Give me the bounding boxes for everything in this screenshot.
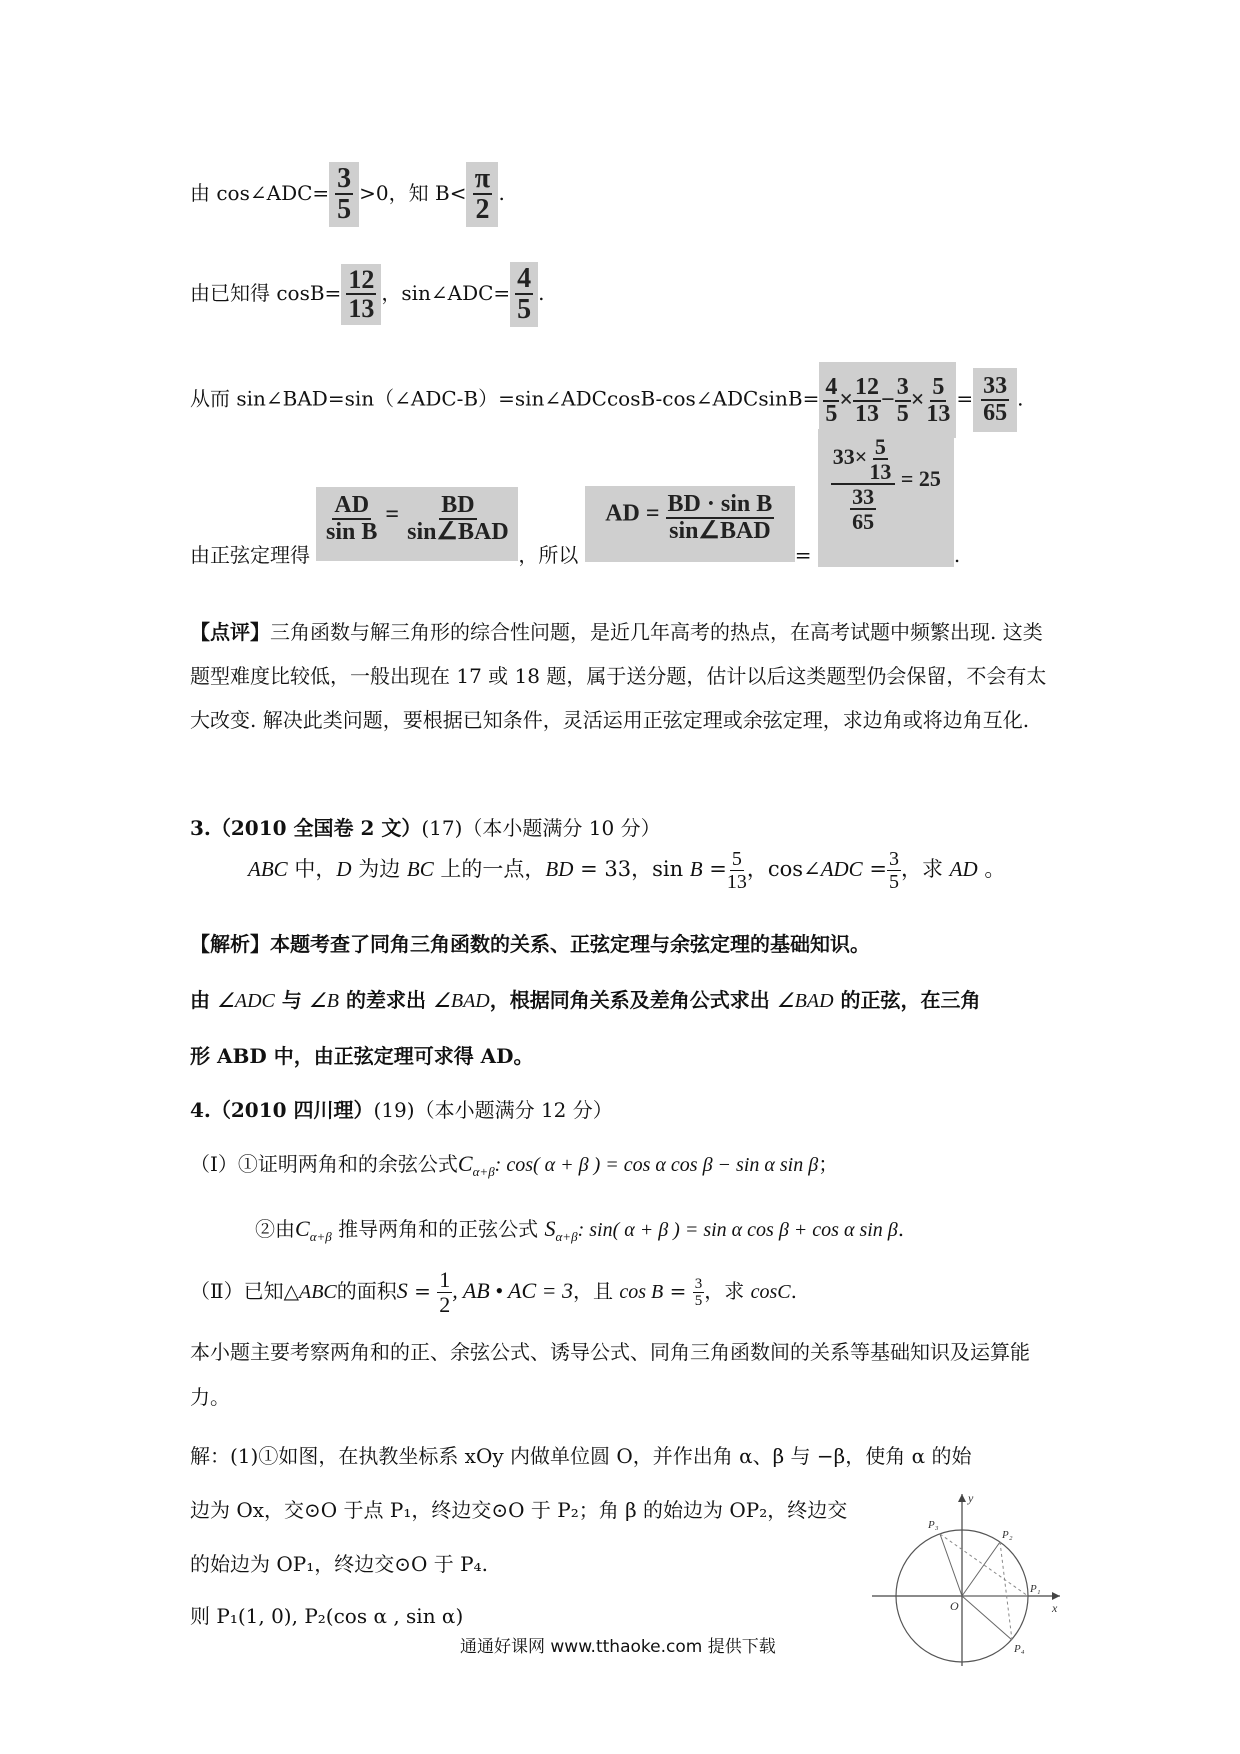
text: . — [1017, 386, 1024, 411]
comment-label: 【点评】 — [190, 620, 270, 644]
fraction — [887, 848, 901, 893]
q3-statement — [248, 848, 1005, 893]
question-number: 4. — [190, 1098, 211, 1122]
q4-description — [190, 1330, 1050, 1420]
math: cos B — [619, 1281, 664, 1304]
ray-op3 — [940, 1534, 962, 1596]
operator: − — [881, 387, 895, 413]
fraction — [666, 492, 775, 544]
numerator: 5 — [874, 434, 886, 459]
line-sine-rule — [190, 434, 961, 593]
ad-formula-image — [585, 486, 795, 562]
sine-rule-image — [316, 487, 518, 561]
q4-part2 — [190, 1268, 797, 1317]
denominator: 5 — [896, 401, 909, 428]
numerator: 3 — [337, 163, 352, 194]
origin-label: O — [950, 1599, 959, 1613]
solution-line-2 — [190, 1494, 847, 1523]
q3-analysis-3 — [190, 1040, 534, 1069]
fraction-33-65 — [973, 368, 1017, 432]
text: = — [663, 1279, 693, 1304]
text: . — [498, 180, 505, 205]
text: ，求 — [900, 857, 950, 881]
numerator: 12 — [853, 375, 881, 402]
x-axis-arrow — [1052, 1592, 1060, 1600]
text: 的面积 — [336, 1279, 397, 1304]
denominator: 13 — [869, 459, 892, 485]
numerator: 33 — [981, 374, 1009, 401]
math: ∠ADC — [216, 990, 275, 1012]
text: （Ⅰ）①证明两角和的余弦公式 — [190, 1152, 458, 1176]
text: = — [794, 542, 812, 567]
text: ，sin∠ADC= — [381, 280, 511, 305]
text: = — [407, 1279, 438, 1304]
text: ②由 — [255, 1217, 295, 1241]
text: 上的一点， — [433, 857, 546, 881]
text: 的正弦，在三角 — [833, 988, 981, 1012]
text: 与 — [274, 988, 309, 1012]
text: 从而 sin∠BAD=sin（∠ADC-B）=sin∠ADCcosB-cos∠ADCsinB= — [190, 386, 820, 411]
q3-analysis — [190, 928, 870, 957]
text: ； — [818, 1152, 839, 1176]
denominator: 13 — [348, 294, 375, 324]
fraction — [853, 375, 881, 427]
fraction — [850, 485, 876, 533]
text: AD = — [605, 500, 660, 527]
p3-label: P₃ — [928, 1519, 939, 1531]
denominator: 2 — [439, 1292, 451, 1318]
numerator: π — [474, 163, 491, 194]
operator: × — [839, 387, 854, 413]
numerator: BD — [439, 493, 476, 520]
numerator: 3 — [694, 1275, 703, 1292]
fraction — [867, 435, 893, 483]
math: S — [396, 1278, 408, 1304]
math: cosC — [750, 1281, 791, 1304]
expression-product — [819, 362, 956, 438]
math: C — [457, 1151, 473, 1176]
numerator: 12 — [348, 265, 375, 295]
footer — [460, 1632, 776, 1657]
operator: = — [385, 501, 400, 528]
fraction-4-5 — [510, 262, 538, 327]
text: 的差求出 — [339, 988, 433, 1012]
question-source: （2010 全国卷 2 文） — [210, 816, 422, 840]
fraction — [693, 1276, 705, 1310]
text: = 25 — [900, 466, 941, 492]
math-subscript: α+β — [309, 1229, 332, 1244]
numerator: 33 — [852, 484, 875, 510]
text: = — [862, 857, 887, 881]
fraction — [831, 435, 896, 533]
denominator: 5 — [517, 294, 532, 326]
text: 则 P₁(1, 0), P₂(cos α , sin α) — [190, 1604, 464, 1628]
unit-circle-figure — [862, 1488, 1062, 1668]
denominator: sin∠BAD — [669, 518, 771, 545]
text: ，所以 — [518, 542, 579, 567]
math: C — [295, 1216, 310, 1241]
math: ABC — [248, 857, 288, 881]
fraction-3-5 — [329, 162, 359, 227]
y-label: y — [968, 1491, 974, 1505]
numerator: AD — [332, 493, 371, 520]
text: . — [953, 542, 961, 567]
line-cos-adc — [190, 162, 505, 227]
denominator: 13 — [926, 401, 951, 428]
denominator: 65 — [983, 400, 1008, 426]
text: 33× — [832, 444, 868, 470]
p2-label: P₂ — [1002, 1529, 1013, 1541]
solution-line-1 — [190, 1440, 971, 1469]
fraction-pi-2 — [466, 162, 498, 227]
fraction-12-13 — [341, 264, 381, 325]
math: ABC — [298, 1281, 337, 1304]
text: = — [956, 386, 974, 411]
question-source: （2010 四川理） — [210, 1098, 374, 1122]
denominator: 65 — [852, 509, 875, 535]
text: 形 ABD 中，由正弦定理可求得 AD。 — [190, 1044, 534, 1068]
q3-analysis-2 — [190, 984, 981, 1013]
numerator — [831, 435, 896, 485]
p1-label: P₁ — [1030, 1583, 1041, 1595]
text: 本小题主要考察两角和的正、余弦公式、诱导公式、同角三角函数间的关系等基础知识及运算能力。 — [190, 1340, 1030, 1409]
footer-text: 通通好课网 www.tthaoke.com 提供下载 — [460, 1637, 776, 1657]
comment-paragraph — [190, 610, 1050, 742]
operator: × — [910, 387, 925, 413]
text: 边为 Ox，交⊙O 于点 P₁，终边交⊙O 于 P₂；角 β 的始边为 OP₂，终边交 — [190, 1498, 848, 1522]
formula: : sin( α + β ) = sin α cos β + cos α sin β — [577, 1219, 898, 1241]
analysis-text: 本题考查了同角三角函数的关系、正弦定理与余弦定理的基础知识。 — [270, 932, 870, 956]
denominator: 5 — [337, 194, 352, 226]
text: 。 — [977, 857, 1006, 881]
text: 推导两角和的正弦公式 — [331, 1217, 545, 1241]
math: ∠BAD — [432, 990, 490, 1012]
numerator: 3 — [895, 375, 911, 402]
text: >0，知 B< — [359, 180, 467, 205]
math: AD — [949, 857, 978, 881]
denominator: 2 — [475, 194, 490, 226]
text: . — [538, 280, 545, 305]
denominator: 13 — [855, 401, 880, 428]
text: ，求 — [704, 1279, 751, 1304]
denominator: sin∠BAD — [407, 519, 509, 546]
numerator: 3 — [888, 848, 899, 870]
math-subscript: α+β — [555, 1229, 578, 1244]
numerator: 4 — [823, 375, 839, 402]
ray-op4 — [962, 1596, 1012, 1640]
math: S — [544, 1216, 556, 1241]
text: . — [790, 1279, 797, 1304]
denominator: 13 — [726, 871, 747, 893]
denominator — [848, 485, 878, 533]
numerator: 1 — [439, 1267, 451, 1292]
denominator: 5 — [825, 401, 838, 428]
line-sin-bad — [190, 362, 1024, 438]
y-axis-arrow — [958, 1494, 966, 1502]
x-label: x — [1052, 1601, 1058, 1615]
text: 的始边为 OP₁，终边交⊙O 于 P₄. — [190, 1552, 488, 1576]
q4-header — [190, 1094, 613, 1123]
math: ADC — [820, 857, 863, 881]
text: ，根据同角关系及差角公式求出 — [489, 988, 777, 1012]
q4-part1 — [190, 1148, 838, 1180]
numerator: 5 — [731, 848, 742, 870]
text: 由正弦定理得 — [190, 542, 310, 567]
ray-op2 — [962, 1542, 1000, 1596]
math: ∠B — [308, 990, 339, 1012]
denominator: 5 — [888, 871, 899, 893]
text: ，cos∠ — [746, 857, 821, 881]
text: ，且 — [573, 1279, 620, 1304]
solution-line-4 — [190, 1600, 463, 1629]
q3-header — [190, 812, 661, 841]
fraction — [324, 493, 379, 545]
text: 由已知得 cosB= — [190, 280, 342, 305]
formula: : cos( α + β ) = cos α cos β − sin α sin β — [494, 1154, 819, 1176]
fraction — [895, 375, 911, 427]
text: . — [897, 1217, 905, 1241]
fraction — [437, 1268, 452, 1317]
denominator: sin B — [326, 519, 378, 546]
q4-part1-2 — [255, 1213, 904, 1245]
text: = — [702, 857, 727, 881]
math: ∠BAD — [776, 990, 834, 1012]
math-subscript: α+β — [472, 1164, 495, 1179]
chord-p2-p4 — [1000, 1542, 1012, 1640]
text: （Ⅱ）已知△ — [190, 1279, 299, 1304]
text: 中， — [287, 857, 337, 881]
text: 由 cos∠ADC= — [190, 180, 330, 205]
question-number: 3. — [190, 816, 211, 840]
numerator: 4 — [517, 263, 532, 294]
comment-text: 三角函数与解三角形的综合性问题，是近几年高考的热点，在高考试题中频繁出现. 这类题型难度比较低，一般出现在 17 或 18 题，属于送分题，估计以后这类题型仍会保留，不会有太大改变. 解决此类问题，要根据已知条件，灵活运用正弦定理或余弦定理，求边角或将边角互化. — [190, 620, 1047, 732]
numerator: BD · sin B — [666, 492, 775, 519]
denominator: 5 — [694, 1293, 703, 1310]
result-25-image — [818, 429, 954, 567]
p4-label: P₄ — [1014, 1643, 1025, 1655]
text: 为边 — [351, 857, 407, 881]
math: BD — [545, 857, 574, 881]
text: 由 — [190, 988, 217, 1012]
question-meta: (17)（本小题满分 10 分） — [421, 816, 661, 840]
solution-line-3 — [190, 1548, 488, 1577]
question-meta: (19)（本小题满分 12 分） — [373, 1098, 613, 1122]
numerator: 5 — [930, 375, 946, 402]
formula: , AB • AC = 3 — [452, 1278, 573, 1304]
math: B — [689, 857, 703, 881]
fraction — [727, 848, 747, 893]
text: 解：(1)①如图，在执教坐标系 xOy 内做单位圆 O，并作出角 α、β 与 −β，使角 α 的始 — [190, 1444, 972, 1468]
analysis-label: 【解析】 — [190, 932, 270, 956]
math: D — [336, 857, 352, 881]
text: = 33，sin — [573, 857, 690, 881]
line-cosb — [190, 262, 545, 327]
fraction — [405, 493, 511, 545]
math: BC — [406, 857, 434, 881]
fraction — [823, 375, 839, 427]
fraction — [924, 375, 952, 427]
